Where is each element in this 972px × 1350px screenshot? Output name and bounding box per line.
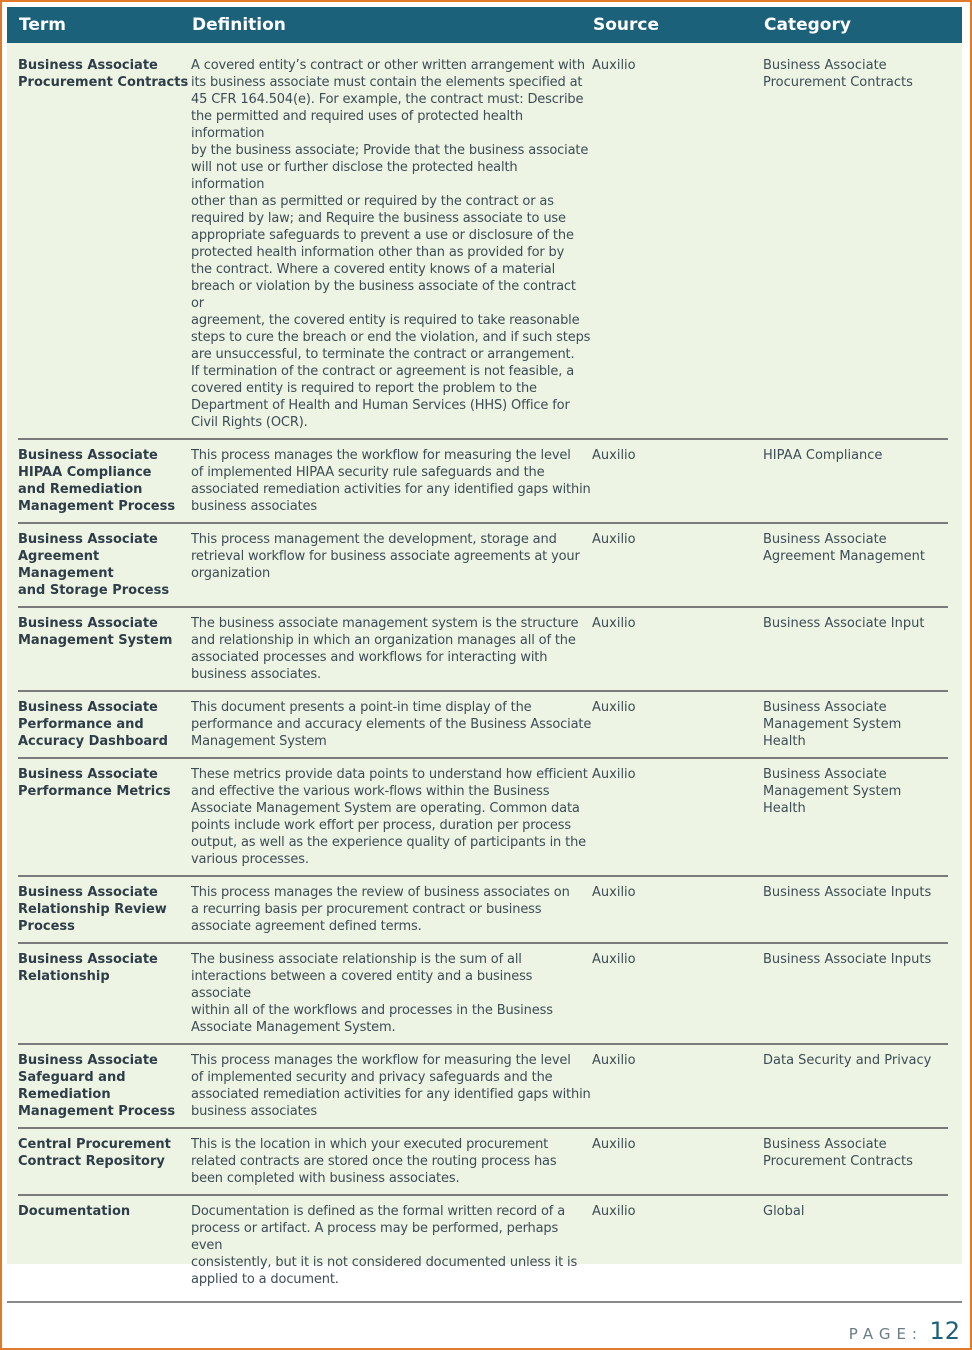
- definition-cell: This process management the development, storage and retrieval workflow for business associate agreements at your organization: [191, 532, 580, 581]
- source-cell: Auxilio: [592, 616, 636, 631]
- term-cell: Central Procurement Contract Repository: [18, 1137, 171, 1169]
- table-row: [18, 884, 948, 944]
- definition-cell: The business associate management system is the structure and relationship in which an organization manages all of the associated processes and workflows for interacting with business associates.: [191, 616, 579, 682]
- category-cell: Business Associate Management System Health: [763, 700, 902, 749]
- term-cell: Business Associate Performance and Accuracy Dashboard: [18, 700, 168, 749]
- table-row: [18, 699, 948, 759]
- definition-cell: This process manages the workflow for measuring the level of implemented HIPAA security rule safeguards and the associated remediation activities for any identified gaps within business associates: [191, 448, 591, 514]
- category-cell: Business Associate Procurement Contracts: [763, 1137, 913, 1169]
- table-row: [18, 951, 948, 1045]
- term-cell: Documentation: [18, 1204, 131, 1219]
- table-row: [18, 1136, 948, 1196]
- term-cell: Business Associate Relationship: [18, 952, 158, 984]
- definition-cell: This document presents a point-in time display of the performance and accuracy elements of the Business Associate Management System: [191, 700, 592, 749]
- source-cell: Auxilio: [592, 532, 636, 547]
- definition-cell: The business associate relationship is the sum of all interactions between a covered entity and a business associate within all of the workflows and processes in the Business Associate Management System.: [191, 952, 553, 1035]
- header-definition: Definition: [192, 15, 286, 35]
- definition-cell: This process manages the workflow for measuring the level of implemented security and privacy safeguards and the associated remediation activities for any identified gaps within business associates: [191, 1053, 591, 1119]
- source-cell: Auxilio: [592, 1204, 636, 1219]
- category-cell: Business Associate Input: [763, 616, 925, 631]
- source-cell: Auxilio: [592, 1053, 636, 1068]
- category-cell: Business Associate Inputs: [763, 885, 932, 900]
- header-source: Source: [593, 15, 660, 35]
- term-cell: Business Associate Relationship Review Process: [18, 885, 167, 934]
- source-cell: Auxilio: [592, 1137, 636, 1152]
- table-row: [18, 447, 948, 524]
- footer-divider: [7, 1301, 962, 1303]
- table-row: [18, 531, 948, 608]
- term-cell: Business Associate Management System: [18, 616, 173, 648]
- category-cell: Data Security and Privacy: [763, 1053, 932, 1068]
- term-cell: Business Associate Safeguard and Remediation Management Process: [18, 1053, 176, 1119]
- header-term: Term: [19, 15, 66, 35]
- glossary-table-body: [18, 57, 948, 1302]
- category-cell: HIPAA Compliance: [763, 448, 883, 463]
- source-cell: Auxilio: [592, 448, 636, 463]
- table-row: [18, 1203, 948, 1295]
- term-cell: Business Associate Agreement Management and Storage Process: [18, 532, 170, 598]
- category-cell: Global: [763, 1204, 805, 1219]
- table-row: [18, 615, 948, 692]
- table-row: [18, 1052, 948, 1129]
- page-label: PAGE:: [848, 1325, 923, 1343]
- source-cell: Auxilio: [592, 700, 636, 715]
- definition-cell: Documentation is defined as the formal written record of a process or artifact. A process may be performed, perhaps even consistently, but it is not considered documented unless it is applied to a document.: [191, 1204, 578, 1287]
- category-cell: Business Associate Management System Health: [763, 767, 902, 816]
- definition-cell: This process manages the review of business associates on a recurring basis per procurement contract or business associate agreement defined terms.: [191, 885, 570, 934]
- definition-cell: A covered entity’s contract or other written arrangement with its business associate must contain the elements specified at 45 CFR 164.504(e). For example, the contract must: Describe the permitted and required uses of protected health information by the business associate; Provide that the business associate will not use or further disclose the protected health information other than as permitted or required by the contract or as required by law; and Require the business associate to use appropriate safeguards to prevent a use or disclosure of the protected health information other than as provided for by the contract. Where a covered entity knows of a material breach or violation by the business associate of the contract or agreement, the covered entity is required to take reasonable steps to cure the breach or end the violation, and if such steps are unsuccessful, to terminate the contract or arrangement. If termination of the contract or agreement is not feasible, a covered entity is required to report the problem to the Department of Health and Human Services (HHS) Office for Civil Rights (OCR).: [191, 58, 591, 430]
- category-cell: Business Associate Procurement Contracts: [763, 58, 913, 90]
- source-cell: Auxilio: [592, 58, 636, 73]
- definition-cell: This is the location in which your executed procurement related contracts are stored once the routing process has been completed with business associates.: [191, 1137, 557, 1186]
- term-cell: Business Associate Performance Metrics: [18, 767, 171, 799]
- table-row: [18, 57, 948, 440]
- page-number: 12: [929, 1317, 960, 1345]
- glossary-panel: [7, 7, 962, 1287]
- category-cell: Business Associate Inputs: [763, 952, 932, 967]
- category-cell: Business Associate Agreement Management: [763, 532, 925, 564]
- table-header: [7, 7, 962, 43]
- source-cell: Auxilio: [592, 952, 636, 967]
- source-cell: Auxilio: [592, 767, 636, 782]
- definition-cell: These metrics provide data points to understand how efficient and effective the various work-flows within the Business Associate Management System are operating. Common data points include work effort per process, duration per process output, as well as the experience quality of participants in the various processes.: [191, 767, 588, 867]
- term-cell: Business Associate Procurement Contracts: [18, 58, 189, 90]
- term-cell: Business Associate HIPAA Compliance and Remediation Management Process: [18, 448, 176, 514]
- header-category: Category: [764, 15, 851, 35]
- table-row: [18, 766, 948, 877]
- source-cell: Auxilio: [592, 885, 636, 900]
